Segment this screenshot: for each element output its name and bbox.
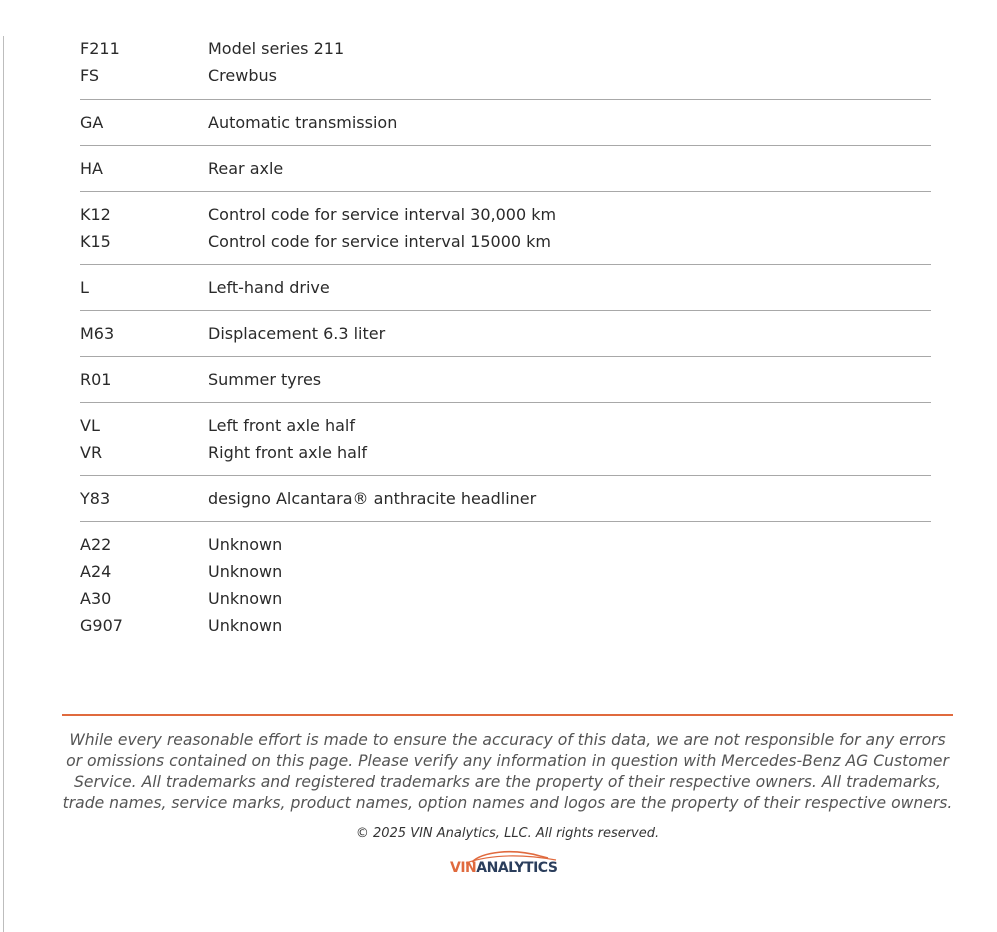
option-description: Control code for service interval 30,000 km	[208, 205, 557, 224]
option-description: Displacement 6.3 liter	[208, 324, 386, 343]
option-group	[80, 476, 931, 522]
logo-analytics: ANALYTICS	[476, 860, 558, 876]
option-description: Right front axle half	[208, 443, 368, 462]
option-row	[80, 62, 931, 89]
option-description: designo Alcantara® anthracite headliner	[208, 489, 537, 508]
option-description: Rear axle	[208, 159, 284, 178]
option-code: F211	[80, 39, 120, 58]
option-row	[80, 439, 931, 466]
option-group	[80, 357, 931, 403]
option-code: GA	[80, 113, 104, 132]
option-row	[80, 320, 931, 347]
option-description: Unknown	[208, 589, 283, 608]
footer-divider	[62, 714, 953, 716]
option-code: K15	[80, 232, 111, 251]
logo-wordmark	[450, 860, 557, 876]
option-description: Left front axle half	[208, 416, 356, 435]
option-code: L	[80, 278, 89, 297]
option-code: A24	[80, 562, 112, 581]
option-description: Unknown	[208, 535, 283, 554]
option-row	[80, 412, 931, 439]
option-description: Automatic transmission	[208, 113, 398, 132]
vin-analytics-logo	[448, 848, 566, 880]
option-code: K12	[80, 205, 111, 224]
option-row	[80, 366, 931, 393]
option-code: M63	[80, 324, 115, 343]
option-description: Crewbus	[208, 66, 277, 85]
option-code: VR	[80, 443, 103, 462]
option-description: Summer tyres	[208, 370, 322, 389]
option-description: Control code for service interval 15000 km	[208, 232, 551, 251]
option-row	[80, 531, 931, 558]
option-description: Unknown	[208, 562, 283, 581]
option-code-list	[80, 35, 931, 648]
option-group	[80, 265, 931, 311]
option-group	[80, 311, 931, 357]
option-row	[80, 485, 931, 512]
option-group	[80, 192, 931, 265]
option-code: A30	[80, 589, 112, 608]
option-row	[80, 155, 931, 182]
option-code: HA	[80, 159, 103, 178]
option-group	[80, 100, 931, 146]
logo-vin: VIN	[450, 860, 477, 876]
option-row	[80, 274, 931, 301]
option-description: Model series 211	[208, 39, 345, 58]
copyright-text: © 2025 VIN Analytics, LLC. All rights reserved.	[355, 826, 660, 841]
option-group	[80, 146, 931, 192]
option-row	[80, 228, 931, 255]
option-row	[80, 558, 931, 585]
option-code: VL	[80, 416, 100, 435]
option-group	[80, 403, 931, 476]
disclaimer-text: While every reasonable effort is made to ensure the accuracy of this data, we are not responsible for any errors or omissions contained on this page. Please verify any information in question with Mercedes-Benz AG Customer Service. All trademarks and registered trademarks are the property of their respective owners. All trademarks, trade names, service marks, product names, option names and logos are the property of their respective owners.	[62, 731, 953, 812]
option-row	[80, 585, 931, 612]
option-code: A22	[80, 535, 112, 554]
option-code: G907	[80, 616, 123, 635]
option-description: Left-hand drive	[208, 278, 330, 297]
option-code: R01	[80, 370, 112, 389]
option-code: Y83	[80, 489, 111, 508]
option-row	[80, 35, 931, 62]
option-group	[80, 522, 931, 648]
option-description: Unknown	[208, 616, 283, 635]
option-row	[80, 109, 931, 136]
option-row	[80, 201, 931, 228]
left-border	[3, 36, 4, 932]
option-code: FS	[80, 66, 100, 85]
option-group	[80, 35, 931, 100]
option-row	[80, 612, 931, 639]
